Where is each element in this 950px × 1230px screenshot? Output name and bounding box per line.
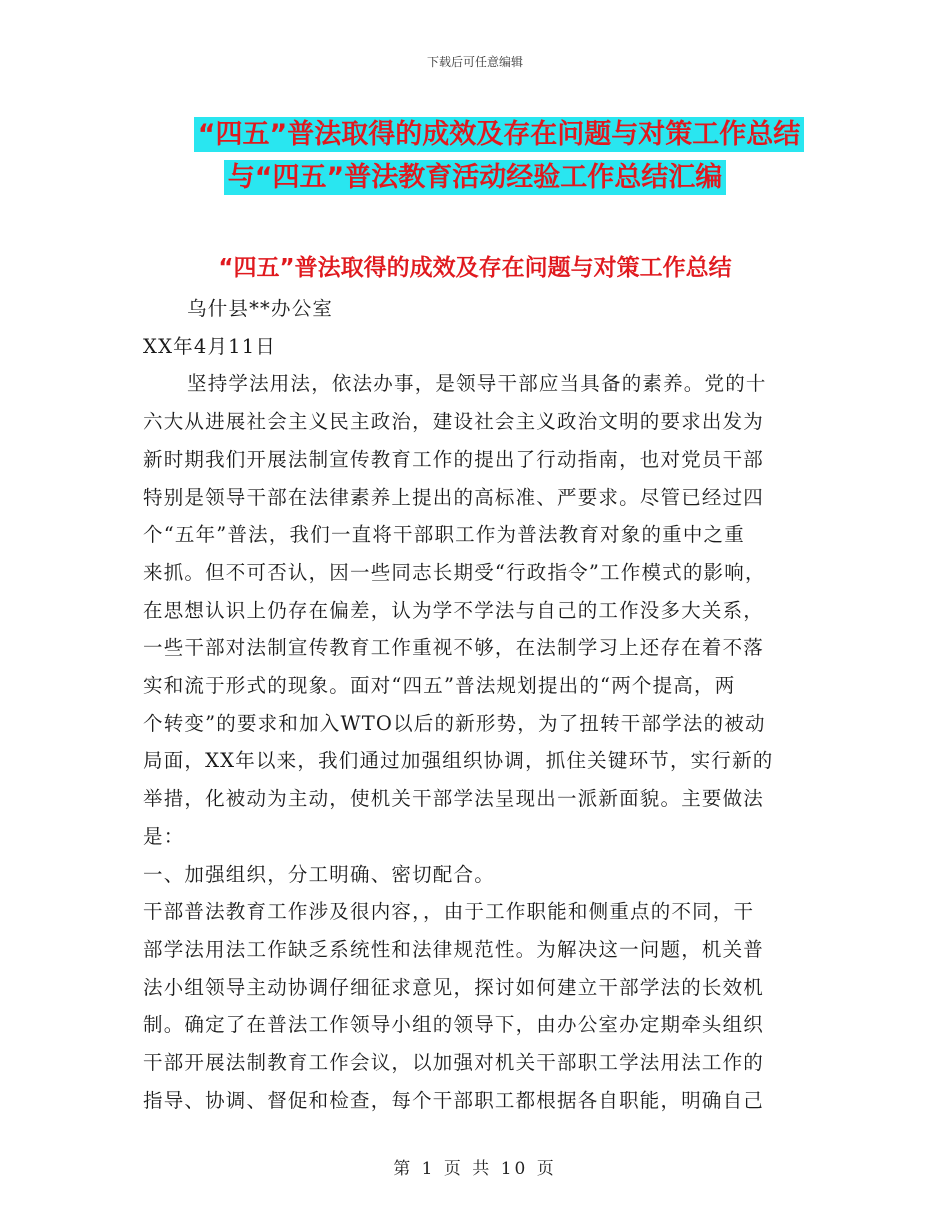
main-title-line-2 [0,155,950,194]
main-title-line-1-text: “四五”普法取得的成效及存在问题与对策工作总结 [194,117,805,152]
paragraph-line: 个转变”的要求和加入WTO以后的新形势，为了扭转干部学法的被动 [143,711,766,735]
paragraph-line: 局面，XX年以来，我们通过加强组织协调，抓住关键环节，实行新的 [143,749,774,773]
paragraph-line: 在思想认识上仍存在偏差，认为学不学法与自己的工作没多大关系， [143,598,765,622]
paragraph-line: 实和流于形式的现象。面对“四五”普法规划提出的“两个提高，两 [143,674,736,698]
paragraph-line: 干部普法教育工作涉及很内容，，由于工作职能和侧重点的不同，干 [143,900,755,924]
section-heading: 一、加强组织，分工明确、密切配合。 [143,862,495,886]
paragraph-line: 六大从进展社会主义民主政治，建设社会主义政治文明的要求出发为 [143,410,765,434]
paragraph-line: 新时期我们开展法制宣传教育工作的提出了行动指南，也对党员干部 [143,447,765,471]
paragraph-line: 指导、协调、督促和检查，每个干部职工都根据各自职能，明确自己 [143,1088,765,1112]
paragraph-line: 来抓。但不可否认，因一些同志长期受“行政指令”工作模式的影响， [143,560,766,584]
main-title-line-2-text: 与“四五”普法教育活动经验工作总结汇编 [224,160,727,195]
paragraph-line: 是： [143,824,185,848]
date-line: XX年4月11日 [143,334,277,358]
paragraph-line: 举措，化被动为主动，使机关干部学法呈现出一派新面貌。主要做法 [143,787,765,811]
header-note: 下载后可任意编辑 [426,55,523,69]
section-title: “四五”普法取得的成效及存在问题与对策工作总结 [218,255,732,281]
paragraph-line: 一些干部对法制宣传教育工作重视不够，在法制学习上还存在着不落 [143,636,765,660]
paragraph-line: 法小组领导主动协调仔细征求意见，探讨如何建立干部学法的长效机 [143,975,765,999]
document-body [143,290,823,1119]
paragraph-line: 个“五年”普法，我们一直将干部职工作为普法教育对象的重中之重 [143,523,745,547]
author-line: 乌什县**办公室 [187,297,334,320]
page-number: 第 1 页 共 10 页 [393,1159,557,1179]
paragraph-line: 干部开展法制教育工作会议，以加强对机关干部职工学法用法工作的 [143,1051,765,1075]
paragraph-line: 制。确定了在普法工作领导小组的领导下，由办公室办定期牵头组织 [143,1013,765,1037]
paragraph-line: 坚持学法用法，依法办事，是领导干部应当具备的素养。党的十 [187,372,767,396]
paragraph-line: 特别是领导干部在法律素养上提出的高标准、严要求。尽管已经过四 [143,485,765,509]
main-title-line-1 [0,112,950,151]
paragraph-line: 部学法用法工作缺乏系统性和法律规范性。为解决这一问题，机关普 [143,937,765,961]
